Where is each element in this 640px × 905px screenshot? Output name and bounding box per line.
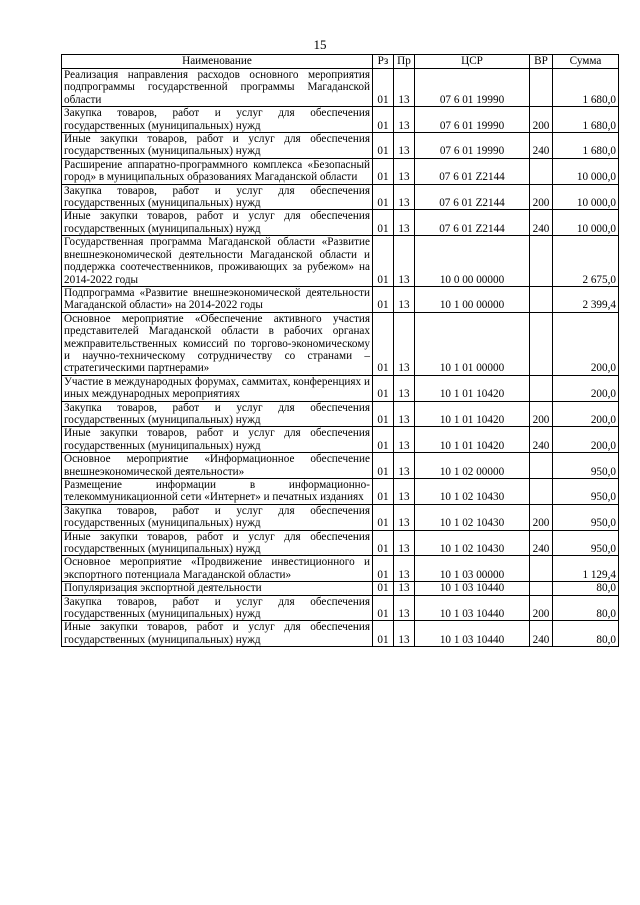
row-pr: 13: [394, 184, 415, 210]
row-sum: 950,0: [553, 530, 619, 556]
table-row: [62, 582, 619, 595]
row-name: Основное мероприятие «Информационное обеспечение внешнеэкономической деятельности»: [62, 453, 373, 479]
table-row: [62, 556, 619, 582]
row-vr: 240: [530, 530, 553, 556]
row-vr: [530, 479, 553, 505]
page-number: 15: [313, 37, 327, 52]
table-row: [62, 621, 619, 647]
row-name: Участие в международных форумах, саммитах, конференциях и иных международных мероприятиях: [62, 375, 373, 401]
row-rz: 01: [373, 595, 394, 621]
row-csr: 07 6 01 19990: [415, 69, 530, 107]
row-name: Размещение информации в информационно-телекоммуникационной сети «Интернет» и печатных изданиях: [62, 479, 373, 505]
row-name: Закупка товаров, работ и услуг для обеспечения государственных (муниципальных) нужд: [62, 107, 373, 133]
row-rz: 01: [373, 184, 394, 210]
table-row: [62, 69, 619, 107]
column-header-csr: ЦСР: [415, 55, 530, 69]
row-rz: 01: [373, 401, 394, 427]
row-rz: 01: [373, 133, 394, 159]
row-pr: 13: [394, 621, 415, 647]
row-rz: 01: [373, 236, 394, 287]
row-pr: 13: [394, 236, 415, 287]
row-csr: 10 1 03 10440: [415, 595, 530, 621]
table-row: [62, 107, 619, 133]
table-row: [62, 210, 619, 236]
row-sum: 80,0: [553, 621, 619, 647]
row-pr: 13: [394, 107, 415, 133]
table-row: [62, 595, 619, 621]
row-pr: 13: [394, 210, 415, 236]
row-csr: 10 0 00 00000: [415, 236, 530, 287]
row-vr: 200: [530, 401, 553, 427]
row-csr: 07 6 01 Z2144: [415, 158, 530, 184]
row-sum: 1 680,0: [553, 69, 619, 107]
row-sum: 80,0: [553, 582, 619, 595]
row-vr: 200: [530, 595, 553, 621]
row-name: Основное мероприятие «Продвижение инвестиционного и экспортного потенциала Магаданской области»: [62, 556, 373, 582]
row-vr: [530, 312, 553, 375]
header-row: [62, 55, 619, 69]
row-name: Иные закупки товаров, работ и услуг для обеспечения государственных (муниципальных) нужд: [62, 530, 373, 556]
row-sum: 1 680,0: [553, 107, 619, 133]
row-rz: 01: [373, 479, 394, 505]
row-vr: [530, 556, 553, 582]
row-sum: 10 000,0: [553, 210, 619, 236]
table-row: [62, 504, 619, 530]
row-sum: 950,0: [553, 479, 619, 505]
row-csr: 10 1 03 00000: [415, 556, 530, 582]
row-rz: 01: [373, 210, 394, 236]
row-sum: 2 399,4: [553, 286, 619, 312]
row-csr: 10 1 01 10420: [415, 375, 530, 401]
row-name: Иные закупки товаров, работ и услуг для обеспечения государственных (муниципальных) нужд: [62, 210, 373, 236]
column-header-vr: ВР: [530, 55, 553, 69]
row-csr: 10 1 02 10430: [415, 504, 530, 530]
row-csr: 07 6 01 Z2144: [415, 210, 530, 236]
table-header: [62, 55, 619, 69]
row-sum: 1 129,4: [553, 556, 619, 582]
row-csr: 10 1 02 10430: [415, 479, 530, 505]
row-sum: 200,0: [553, 375, 619, 401]
row-sum: 200,0: [553, 427, 619, 453]
row-vr: 240: [530, 621, 553, 647]
row-rz: 01: [373, 375, 394, 401]
row-vr: [530, 69, 553, 107]
table-row: [62, 530, 619, 556]
row-pr: 13: [394, 582, 415, 595]
table-body: [62, 69, 619, 647]
row-vr: 200: [530, 107, 553, 133]
row-csr: 10 1 00 00000: [415, 286, 530, 312]
row-csr: 07 6 01 19990: [415, 133, 530, 159]
row-sum: 80,0: [553, 595, 619, 621]
row-vr: [530, 286, 553, 312]
row-sum: 10 000,0: [553, 158, 619, 184]
row-sum: 10 000,0: [553, 184, 619, 210]
row-name: Иные закупки товаров, работ и услуг для обеспечения государственных (муниципальных) нужд: [62, 621, 373, 647]
row-sum: 200,0: [553, 401, 619, 427]
row-csr: 10 1 02 10430: [415, 530, 530, 556]
row-rz: 01: [373, 621, 394, 647]
row-vr: [530, 158, 553, 184]
table-row: [62, 184, 619, 210]
row-sum: 200,0: [553, 312, 619, 375]
row-name: Иные закупки товаров, работ и услуг для обеспечения государственных (муниципальных) нужд: [62, 427, 373, 453]
row-rz: 01: [373, 556, 394, 582]
row-rz: 01: [373, 312, 394, 375]
row-rz: 01: [373, 158, 394, 184]
row-rz: 01: [373, 504, 394, 530]
table-row: [62, 427, 619, 453]
row-csr: 10 1 03 10440: [415, 582, 530, 595]
row-pr: 13: [394, 133, 415, 159]
row-vr: [530, 375, 553, 401]
row-csr: 10 1 03 10440: [415, 621, 530, 647]
row-name: Закупка товаров, работ и услуг для обеспечения государственных (муниципальных) нужд: [62, 401, 373, 427]
row-rz: 01: [373, 530, 394, 556]
budget-table: [61, 54, 619, 647]
row-vr: 240: [530, 210, 553, 236]
table-row: [62, 453, 619, 479]
row-rz: 01: [373, 582, 394, 595]
row-name: Основное мероприятие «Обеспечение активного участия представителей Магаданской области в рабочих органах межправительственных комиссий по торгово-экономическому и научно-техническому сотрудничеству со странами – стратегическими партнерами»: [62, 312, 373, 375]
row-pr: 13: [394, 595, 415, 621]
row-rz: 01: [373, 107, 394, 133]
column-header-name: Наименование: [62, 55, 373, 69]
row-csr: 07 6 01 Z2144: [415, 184, 530, 210]
table-row: [62, 158, 619, 184]
table-row: [62, 236, 619, 287]
table-row: [62, 401, 619, 427]
row-rz: 01: [373, 69, 394, 107]
row-vr: [530, 453, 553, 479]
row-name: Закупка товаров, работ и услуг для обеспечения государственных (муниципальных) нужд: [62, 184, 373, 210]
row-name: Расширение аппаратно-программного комплекса «Безопасный город» в муниципальных образованиях Магаданской области: [62, 158, 373, 184]
table-row: [62, 133, 619, 159]
row-name: Реализация направления расходов основного мероприятия подпрограммы государственной программы Магаданской области: [62, 69, 373, 107]
row-csr: 10 1 01 00000: [415, 312, 530, 375]
row-vr: 240: [530, 427, 553, 453]
row-vr: 200: [530, 504, 553, 530]
row-csr: 10 1 01 10420: [415, 427, 530, 453]
row-rz: 01: [373, 453, 394, 479]
row-pr: 13: [394, 312, 415, 375]
row-rz: 01: [373, 427, 394, 453]
row-name: Государственная программа Магаданской области «Развитие внешнеэкономической деятельности Магаданской области и поддержка соотечественников, проживающих за рубежом» на 2014-2022 годы: [62, 236, 373, 287]
table-row: [62, 375, 619, 401]
row-sum: 950,0: [553, 453, 619, 479]
row-sum: 1 680,0: [553, 133, 619, 159]
row-vr: 200: [530, 184, 553, 210]
column-header-pr: Пр: [394, 55, 415, 69]
row-pr: 13: [394, 504, 415, 530]
row-pr: 13: [394, 401, 415, 427]
table-row: [62, 312, 619, 375]
row-pr: 13: [394, 427, 415, 453]
row-pr: 13: [394, 479, 415, 505]
row-vr: [530, 236, 553, 287]
row-pr: 13: [394, 453, 415, 479]
row-rz: 01: [373, 286, 394, 312]
row-name: Закупка товаров, работ и услуг для обеспечения государственных (муниципальных) нужд: [62, 504, 373, 530]
row-pr: 13: [394, 286, 415, 312]
row-pr: 13: [394, 530, 415, 556]
row-pr: 13: [394, 69, 415, 107]
row-name: Закупка товаров, работ и услуг для обеспечения государственных (муниципальных) нужд: [62, 595, 373, 621]
row-pr: 13: [394, 556, 415, 582]
row-sum: 950,0: [553, 504, 619, 530]
row-pr: 13: [394, 375, 415, 401]
row-csr: 10 1 01 10420: [415, 401, 530, 427]
row-name: Популяризация экспортной деятельности: [62, 582, 373, 595]
row-name: Подпрограмма «Развитие внешнеэкономической деятельности Магаданской области» на 2014-2022 годы: [62, 286, 373, 312]
row-csr: 10 1 02 00000: [415, 453, 530, 479]
row-pr: 13: [394, 158, 415, 184]
row-vr: [530, 582, 553, 595]
column-header-rz: Рз: [373, 55, 394, 69]
row-csr: 07 6 01 19990: [415, 107, 530, 133]
column-header-sum: Сумма: [553, 55, 619, 69]
row-name: Иные закупки товаров, работ и услуг для обеспечения государственных (муниципальных) нужд: [62, 133, 373, 159]
table-row: [62, 479, 619, 505]
table-row: [62, 286, 619, 312]
row-sum: 2 675,0: [553, 236, 619, 287]
row-vr: 240: [530, 133, 553, 159]
